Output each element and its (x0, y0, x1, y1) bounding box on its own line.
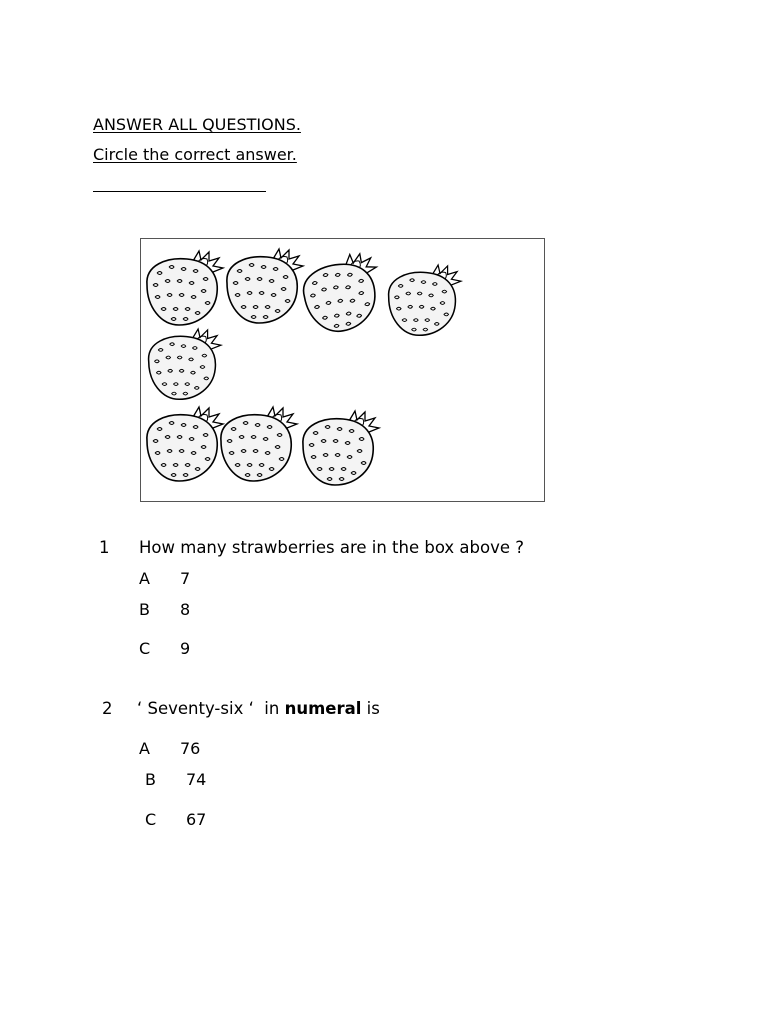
option-value: 76 (180, 739, 201, 758)
option-letter: C (145, 810, 157, 829)
option-letter: B (139, 600, 150, 619)
instruction-heading: ANSWER ALL QUESTIONS. (93, 115, 301, 134)
question-2-option-a[interactable] (139, 739, 201, 758)
strawberry-icon (221, 407, 297, 481)
strawberry-icon (147, 407, 223, 481)
instruction-subheading: Circle the correct answer. (93, 145, 297, 164)
strawberry-picture-box (140, 238, 545, 502)
option-letter: B (145, 770, 156, 789)
question-2-text: ‘ Seventy-six ‘ in numeral is (137, 699, 380, 718)
emphasis-numeral: numeral (284, 699, 362, 718)
question-2-option-c[interactable] (145, 810, 207, 829)
option-value: 7 (180, 569, 191, 588)
strawberry-icon (298, 250, 386, 336)
option-value: 9 (180, 639, 191, 658)
option-value: 67 (186, 810, 207, 829)
strawberry-icon (227, 249, 303, 323)
option-value: 74 (186, 770, 207, 789)
strawberry-icon (303, 411, 379, 485)
strawberry-icon (147, 251, 223, 325)
strawberry-group (141, 239, 544, 501)
question-2-number: 2 (102, 699, 113, 718)
question-1-option-a[interactable] (139, 569, 191, 588)
option-value: 8 (180, 600, 191, 619)
option-letter: A (139, 569, 150, 588)
option-letter: A (139, 739, 150, 758)
option-letter: C (139, 639, 151, 658)
question-2-option-b[interactable] (145, 770, 207, 789)
question-1-option-b[interactable] (139, 600, 191, 619)
question-1-number: 1 (99, 538, 110, 557)
name-blank-line (93, 191, 266, 192)
question-1-text: How many strawberries are in the box above ? (139, 538, 525, 557)
question-1-option-c[interactable] (139, 639, 191, 658)
strawberry-icon (389, 265, 461, 335)
strawberry-icon (149, 329, 221, 399)
